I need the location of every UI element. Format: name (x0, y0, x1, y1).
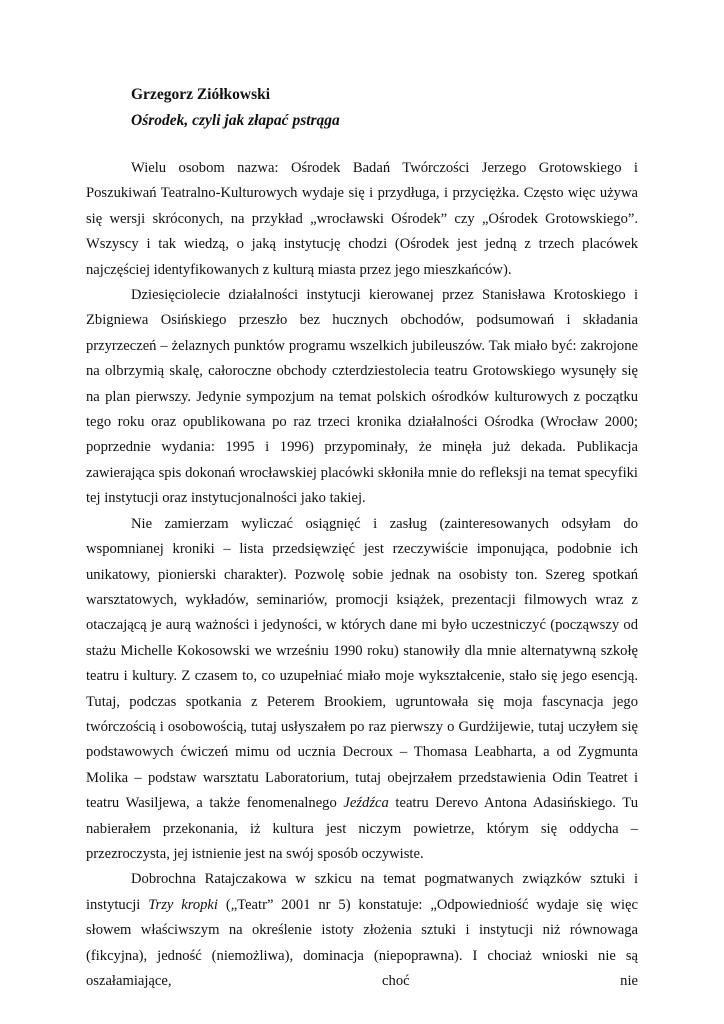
paragraph-3 (86, 512, 638, 868)
author-name: Grzegorz Ziółkowski (131, 86, 271, 103)
paragraph-4-text-a: Dobrochna Ratajczakowa w szkicu na temat pogmatwanych związków sztuki i instytucji (86, 871, 638, 913)
article-header (131, 84, 340, 132)
paragraph-1: Wielu osobom nazwa: Ośrodek Badań Twórczości Jerzego Grotowskiego i Poszukiwań Teatralno-Kulturowych wydaje się i przydługa, i przyciężka. Często więc używa się wersji skróconych, na przykład „wrocławski Ośrodek” czy „Ośrodek Grotowskiego”. Wszyscy i tak wiedzą, o jaką instytucję chodzi (Ośrodek jest jedną z trzech placówek najczęściej identyfikowanych z kulturą miasta przez jego mieszkańców). (86, 160, 638, 278)
paragraph-4-text-b: („Teatr” 2001 nr 5) konstatuje: „Odpowiedniość wydaje się więc słowem właściwszym na określenie istoty złożenia sztuki i instytucji niż równowaga (fikcyjna), jedność (niemożliwa), dominacja (niepoprawna). I chociaż wnioski nie są oszałamiające, choć nie (86, 896, 638, 989)
paragraph-3-text-b: teatru Derevo Antona Adasińskiego. Tu nabierałem przekonania, iż kultura jest niczym powietrze, którym się oddycha – przezroczysta, jej istnienie jest na swój sposób oczywiste. (86, 795, 638, 862)
paragraph-3-text-a: Nie zamierzam wyliczać osiągnięć i zasług (zainteresowanych odsyłam do wspomnianej kroniki – lista przedsięwzięć jest rzeczywiście imponująca, podobnie ich unikatowy, pionierski charakter). Pozwolę sobie jednak na osobisty ton. Szereg spotkań warsztatowych, wykładów, seminariów, promocji książek, prezentacji filmowych wraz z otaczającą je aurą ważności i jedyności, w których dane mi było uczestniczyć (począwszy od stażu Michelle Kokosowski we wrześniu 1990 roku) stanowiły dla mnie alternatywną szkołę teatru i kultury. Z czasem to, co uzupełniać miało moje wykształcenie, stało się jego esencją. Tutaj, podczas spotkania z Peterem Brookiem, ugruntowała się moja fascynacja jego twórczością i osobowością, tutaj usłyszałem po raz pierwszy o Gurdżijewie, tutaj uczyłem się podstawowych ćwiczeń mimu od ucznia Decroux – Thomasa Leabharta, a od Zygmunta Molika – podstaw warsztatu Laboratorium, tutaj obejrzałem przedstawienia Odin Teatret i teatru Wasiljewa, a także fenomenalnego (86, 515, 638, 812)
paragraph-4 (86, 867, 638, 994)
article-body (86, 156, 638, 994)
paragraph-2: Dziesięciolecie działalności instytucji kierowanej przez Stanisława Krotoskiego i Zbigniewa Osińskiego przeszło bez hucznych obchodów, podsumowań i składania przyrzeczeń – żelaznych punktów programu wszelkich jubileuszów. Tak miało być: zakrojone na olbrzymią skalę, całoroczne obchody czterdziestolecia teatru Grotowskiego wysunęły się na plan pierwszy. Jedynie sympozjum na temat polskich ośrodków kulturowych z początku tego roku oraz opublikowana po raz trzeci kronika działalności Ośrodka (Wrocław 2000; poprzednie wydania: 1995 i 1996) przypominały, że minęła już dekada. Publikacja zawierająca spis dokonań wrocławskiej placówki skłoniła mnie do refleksji na temat specyfiki tej instytucji oraz instytucjonalności jako takiej. (86, 287, 638, 507)
article-title: Ośrodek, czyli jak złapać pstrąga (131, 112, 340, 129)
paragraph-3-italic-title: Jeźdźca (343, 795, 389, 812)
paragraph-4-italic-title: Trzy kropki (148, 896, 218, 913)
